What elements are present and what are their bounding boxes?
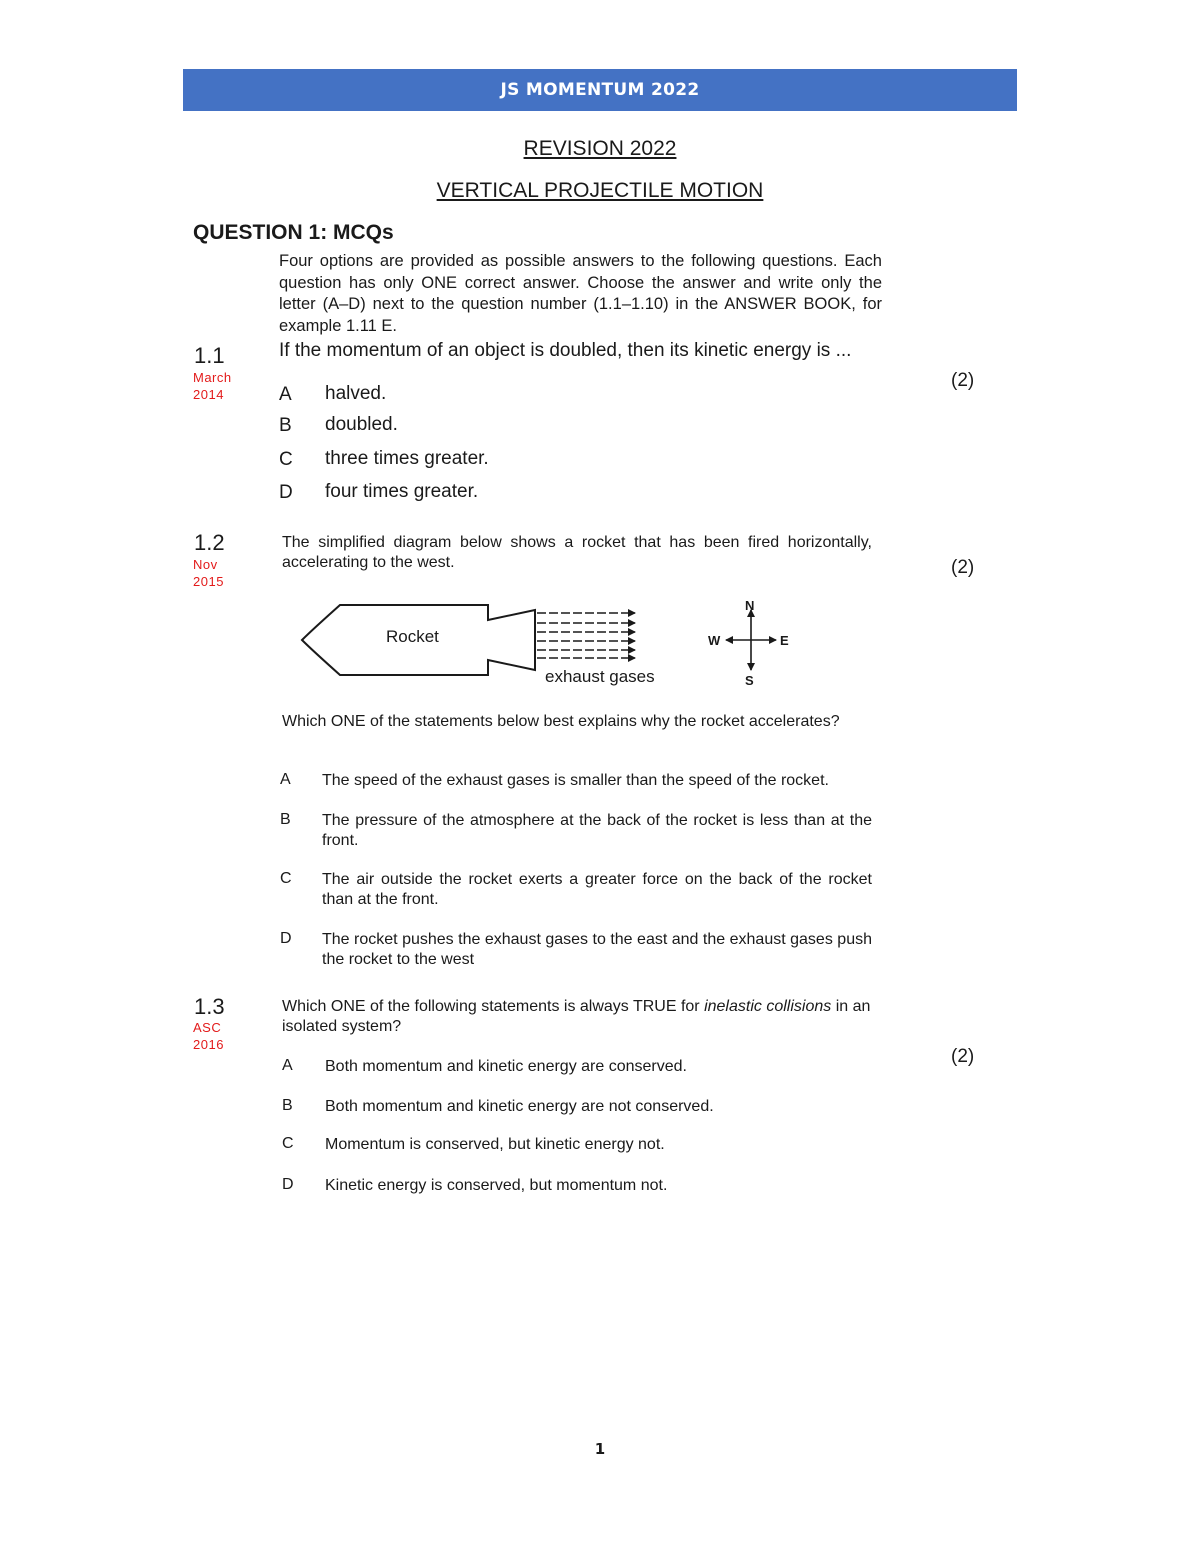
revision-title: REVISION 2022: [523, 137, 677, 160]
option-letter: A: [282, 1057, 293, 1074]
option-text: The speed of the exhaust gases is smaller than the speed of the rocket.: [322, 772, 829, 789]
header-title: JS MOMENTUM 2022: [500, 80, 700, 100]
option-letter: D: [280, 930, 292, 947]
option-letter: A: [279, 384, 292, 405]
item-marks: (2): [951, 370, 975, 391]
option-text: The air outside the rocket exerts a greater force on the back of the rocket than at the front.: [322, 871, 872, 908]
topic-title: VERTICAL PROJECTILE MOTION: [436, 179, 764, 202]
option-letter: C: [279, 449, 293, 470]
option-letter: D: [279, 482, 293, 503]
option-text: Both momentum and kinetic energy are not conserved.: [325, 1098, 714, 1115]
item-stem: If the momentum of an object is doubled, then its kinetic energy is ...: [279, 340, 852, 361]
item-source-year: 2014: [193, 387, 224, 402]
item-number: 1.1: [194, 343, 225, 368]
item-source-session: March: [193, 370, 232, 385]
option-letter: C: [280, 870, 292, 887]
option-letter: B: [280, 811, 291, 828]
item-number: 1.2: [194, 530, 225, 555]
compass-east: E: [780, 633, 789, 648]
option-text: Both momentum and kinetic energy are conserved.: [325, 1058, 687, 1075]
option-text: halved.: [325, 383, 387, 404]
exhaust-arrows: [537, 613, 635, 658]
option-text: Kinetic energy is conserved, but momentum not.: [325, 1177, 668, 1194]
item-stem-italic: inelastic collisions: [704, 998, 832, 1015]
item-question-text: Which ONE of the statements below best explains why the rocket accelerates?: [282, 713, 840, 730]
compass-west: W: [708, 633, 721, 648]
compass-south: S: [745, 673, 754, 688]
question-intro: Four options are provided as possible answers to the following questions. Each question has only ONE correct answer. Choose the answer and write only the letter (A–D) next to the question number (1.1–1.10) in the ANSWER BOOK, for example 1.11 E.: [279, 252, 882, 335]
exhaust-label: exhaust gases: [545, 667, 655, 686]
item-source-year: 2016: [193, 1037, 224, 1052]
item-stem: [282, 997, 882, 1037]
item-number: 1.3: [194, 994, 225, 1019]
item-source-session: ASC: [193, 1020, 222, 1035]
option-letter: B: [282, 1097, 293, 1114]
item-stem-post: in an isolated system?: [282, 998, 871, 1035]
option-text: doubled.: [325, 414, 398, 435]
item-source-session: Nov: [193, 557, 218, 572]
page-number: 1: [594, 1440, 606, 1458]
option-letter: D: [282, 1176, 294, 1193]
option-letter: A: [280, 771, 291, 788]
rocket-label: Rocket: [386, 627, 439, 646]
header-band: [183, 69, 1017, 111]
option-letter: B: [279, 415, 292, 436]
option-text: three times greater.: [325, 448, 489, 469]
compass-north: N: [745, 598, 755, 613]
item-marks: (2): [951, 557, 975, 578]
option-text: four times greater.: [325, 481, 479, 502]
item-marks: (2): [951, 1046, 975, 1067]
option-text: The pressure of the atmosphere at the back of the rocket is less than at the front.: [322, 812, 872, 849]
option-letter: C: [282, 1135, 294, 1152]
item-stem-pre: Which ONE of the following statements is always TRUE for: [282, 998, 705, 1015]
compass-icon: [726, 610, 776, 670]
item-stem: The simplified diagram below shows a rocket that has been fired horizontally, accelerating to the west.: [282, 534, 872, 571]
option-text: The rocket pushes the exhaust gases to the east and the exhaust gases push the rocket to the west: [322, 931, 872, 968]
question-heading: QUESTION 1: MCQs: [193, 221, 394, 244]
option-text: Momentum is conserved, but kinetic energy not.: [325, 1136, 665, 1153]
item-source-year: 2015: [193, 574, 224, 589]
